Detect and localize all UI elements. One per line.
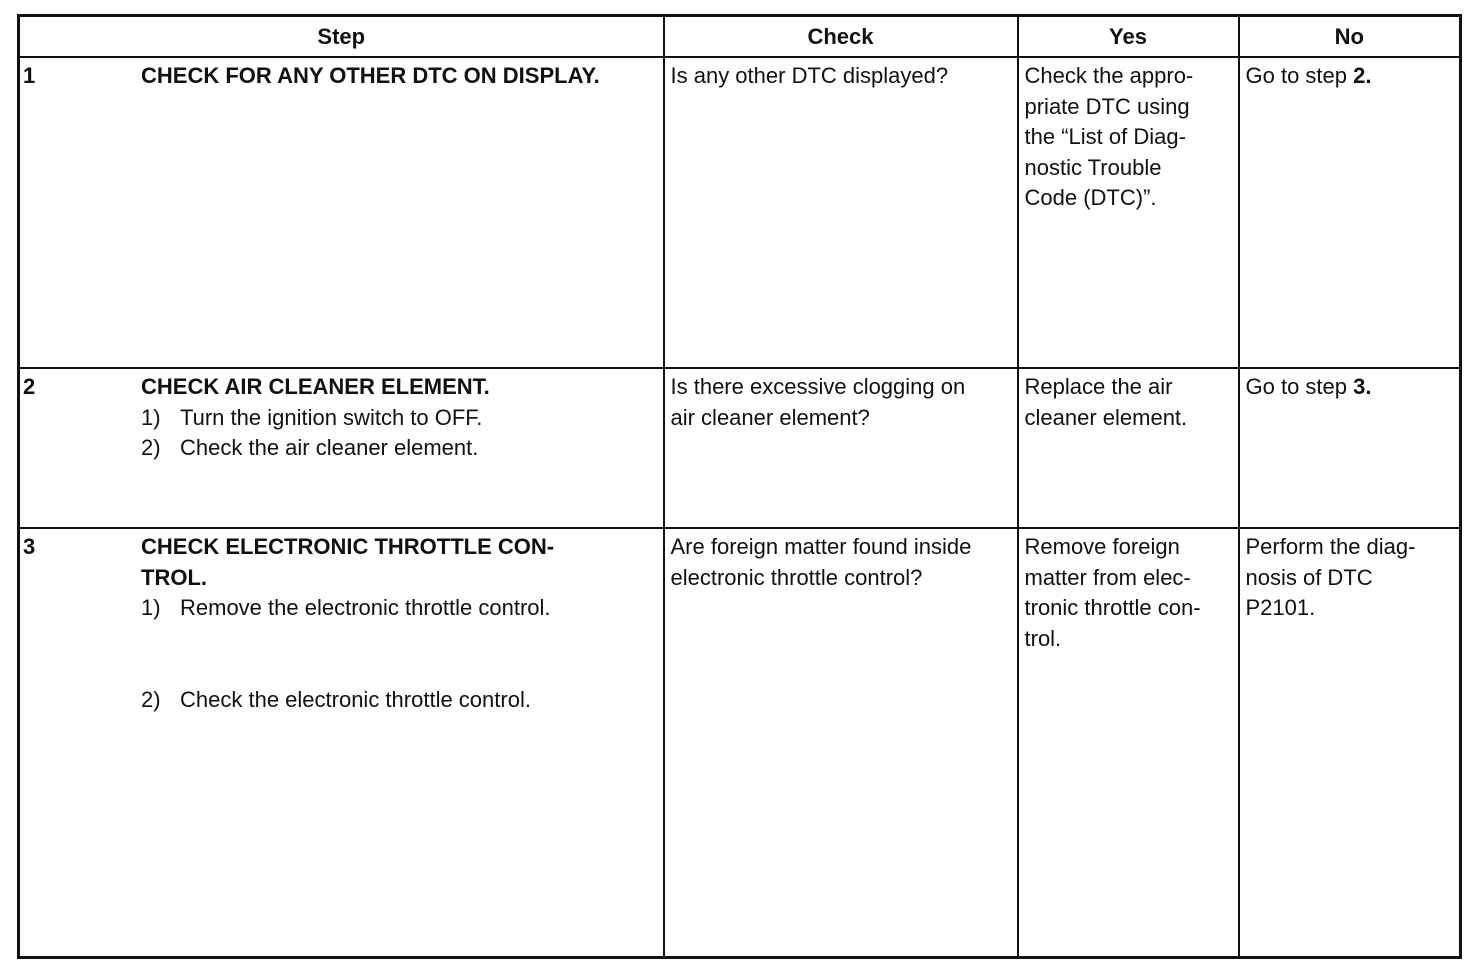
step-title-line: CHECK ELECTRONIC THROTTLE CON-	[141, 534, 555, 559]
header-row	[19, 16, 1461, 58]
no-step-ref: 3	[1353, 374, 1366, 399]
yes-cell	[1018, 368, 1239, 528]
no-step-ref: 2	[1353, 63, 1366, 88]
check-line: electronic throttle control?	[670, 564, 923, 590]
header-yes: Yes	[1018, 16, 1239, 58]
header-step: Step	[19, 16, 664, 58]
no-text	[1240, 58, 1460, 92]
step-title: CHECK AIR CLEANER ELEMENT.	[141, 374, 490, 399]
yes-line: Check the appro-	[1024, 63, 1194, 88]
yes-cell	[1018, 57, 1239, 368]
yes-line: priate DTC using	[1024, 93, 1190, 119]
step-number: 3	[23, 534, 36, 559]
yes-line: trol.	[1024, 625, 1062, 651]
yes-line: cleaner element.	[1024, 404, 1188, 430]
step-title: CHECK FOR ANY OTHER DTC ON DISPLAY.	[141, 63, 600, 88]
step-cell	[19, 57, 664, 368]
header-check: Check	[664, 16, 1018, 58]
substep-text: Check the air cleaner element.	[180, 435, 479, 460]
yes-line: the “List of Diag-	[1024, 124, 1186, 149]
no-line: nosis of DTC	[1245, 564, 1373, 590]
no-cell	[1239, 368, 1461, 528]
table-row	[19, 528, 1461, 958]
yes-line: tronic throttle con-	[1024, 595, 1201, 620]
substep	[141, 433, 659, 464]
substep-number: 2)	[141, 686, 161, 712]
no-text-prefix: Go to step	[1245, 63, 1354, 88]
substep-text: Turn the ignition switch to OFF.	[180, 404, 483, 430]
check-text: Is any other DTC displayed?	[670, 63, 949, 88]
check-cell	[664, 368, 1018, 528]
no-line: P2101.	[1245, 595, 1316, 620]
step-number: 1	[23, 63, 36, 88]
substep-text: Check the electronic throttle control.	[180, 686, 531, 712]
check-cell	[664, 57, 1018, 368]
no-line: Perform the diag-	[1245, 534, 1416, 559]
header-no: No	[1239, 16, 1461, 58]
step-cell	[19, 368, 664, 528]
no-cell	[1239, 528, 1461, 958]
substep-text: Remove the electronic throttle control.	[180, 595, 551, 620]
step-number: 2	[23, 374, 36, 399]
table-row	[19, 57, 1461, 368]
substep-number: 2)	[141, 435, 161, 460]
yes-line: matter from elec-	[1024, 564, 1191, 590]
substep	[141, 403, 659, 434]
check-line: Is there excessive clogging on	[670, 374, 966, 399]
yes-line: Replace the air	[1024, 374, 1173, 399]
substep-spacer	[141, 624, 659, 685]
step-title-line: TROL.	[141, 564, 207, 590]
no-text-suffix: .	[1365, 374, 1372, 399]
substep-number: 1)	[141, 404, 161, 430]
check-cell	[664, 528, 1018, 958]
diagnostic-procedure-document	[17, 14, 1459, 959]
substep-number: 1)	[141, 595, 161, 620]
diagnostic-table	[17, 14, 1462, 959]
no-text-prefix: Go to step	[1245, 374, 1354, 399]
no-text	[1240, 369, 1460, 403]
substep	[141, 593, 659, 624]
table-row	[19, 368, 1461, 528]
no-text-suffix: .	[1365, 63, 1372, 88]
yes-line: nostic Trouble	[1024, 154, 1162, 180]
check-line: air cleaner element?	[670, 404, 870, 430]
yes-cell	[1018, 528, 1239, 958]
check-line: Are foreign matter found inside	[670, 534, 972, 559]
step-cell	[19, 528, 664, 958]
yes-line: Code (DTC)”.	[1024, 185, 1157, 210]
yes-line: Remove foreign	[1024, 534, 1180, 559]
no-cell	[1239, 57, 1461, 368]
substep	[141, 685, 659, 716]
